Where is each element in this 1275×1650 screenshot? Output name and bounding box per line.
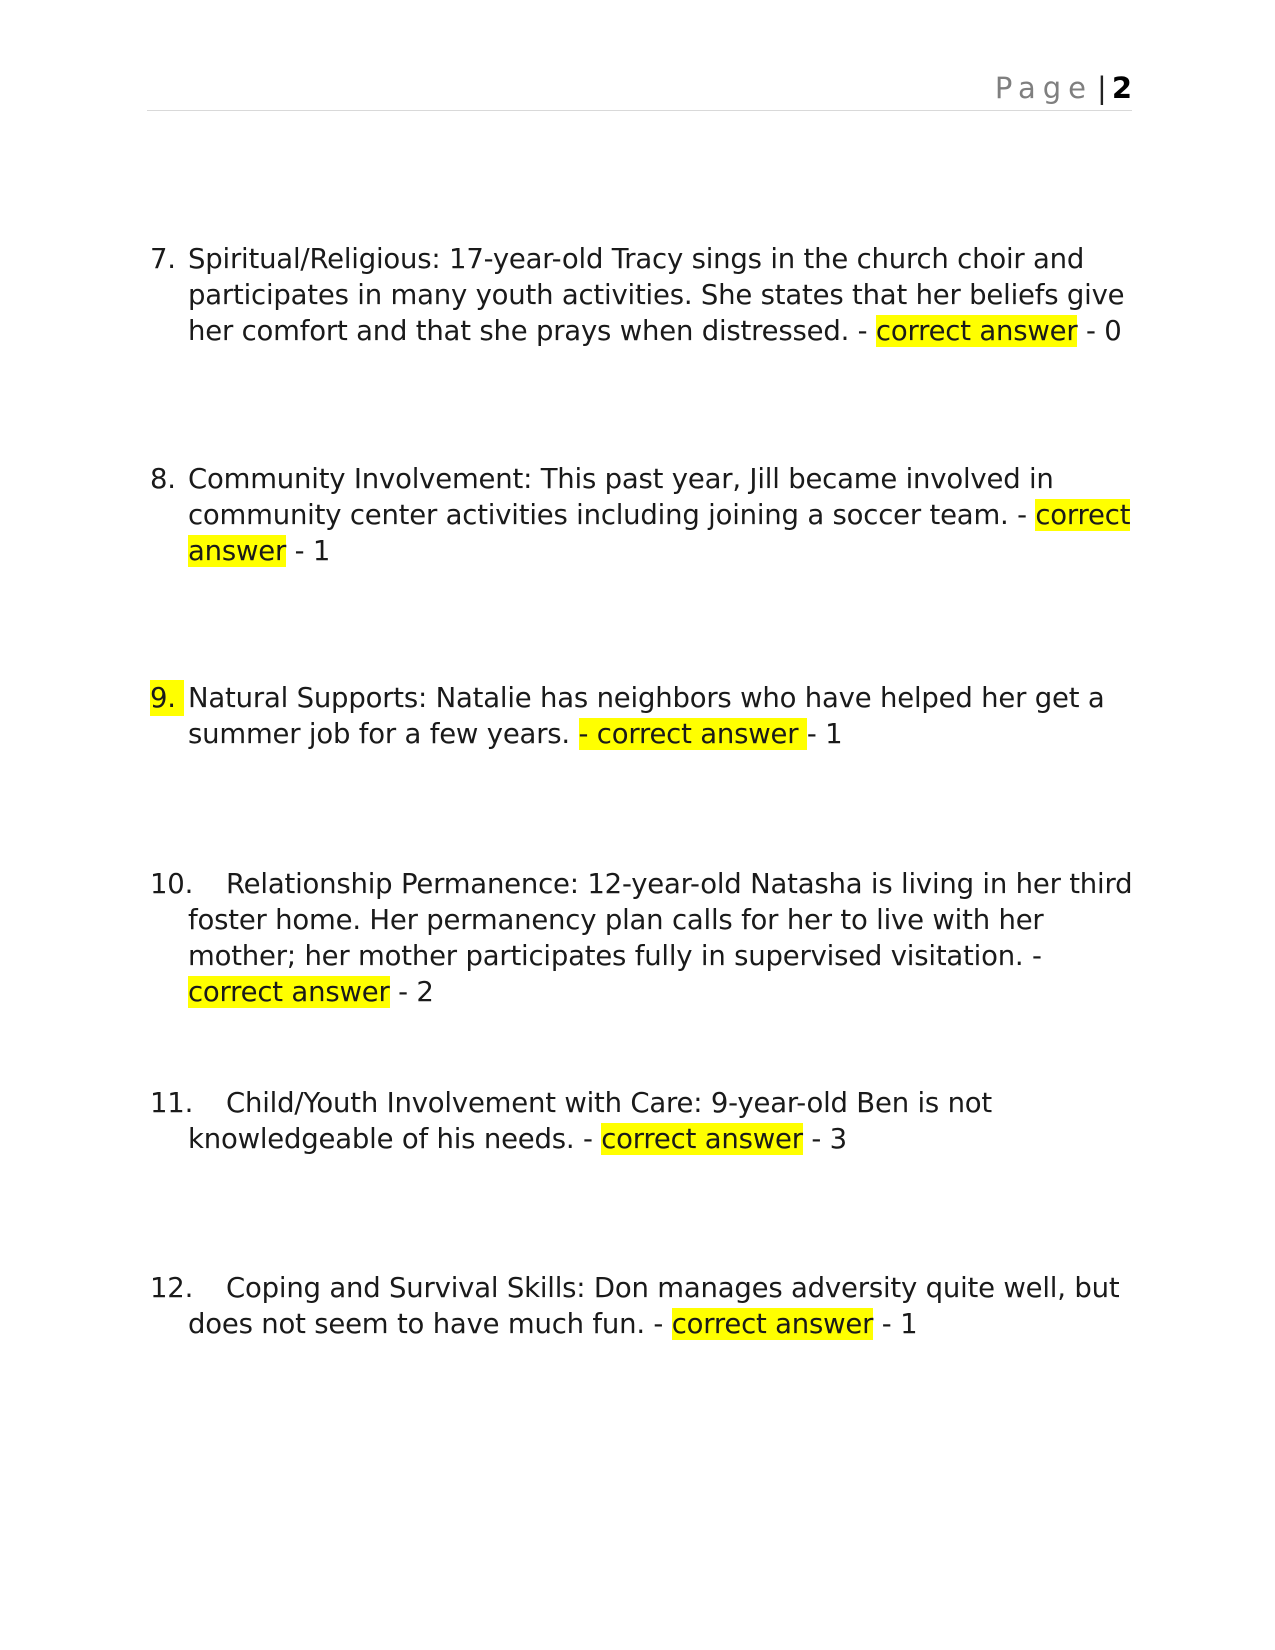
correct-answer-label: - correct answer (578, 718, 807, 750)
question-item (150, 1270, 1140, 1342)
page-separator: | (1097, 71, 1107, 105)
question-body (188, 1085, 1140, 1157)
question-number: 7. (150, 243, 176, 275)
question-body (188, 241, 1140, 349)
correct-answer-label: correct answer (875, 315, 1078, 347)
correct-answer-label: correct answer (188, 976, 390, 1008)
question-number: 9. (150, 680, 184, 716)
question-body (188, 1270, 1140, 1342)
answer-value: - 2 (389, 976, 434, 1008)
question-text: Relationship Permanence: 12-year-old Natasha is living in her third foster home. Her permanency plan calls for her to live with her mother; her mother participates fully in supervised visitation. - (188, 868, 1133, 972)
question-item (150, 461, 1140, 569)
correct-answer-label: correct answer (671, 1308, 874, 1340)
question-text: Spiritual/Religious: 17-year-old Tracy sings in the church choir and participates in many youth activities. She states that her beliefs give her comfort and that she prays when distressed. - (188, 243, 1125, 347)
question-body (188, 866, 1140, 1010)
answer-value: - 1 (286, 535, 331, 567)
question-text: Natural Supports: Natalie has neighbors who have helped her get a summer job for a few years. (188, 682, 1105, 750)
question-item (150, 866, 1140, 1010)
correct-answer-label: correct answer (601, 1123, 803, 1155)
answer-value: - 1 (806, 718, 843, 750)
question-number: 11. (150, 1087, 194, 1119)
answer-value: - 1 (873, 1308, 918, 1340)
question-item (150, 1085, 1140, 1157)
page-word: Page (994, 71, 1094, 105)
answer-value: - 0 (1077, 315, 1122, 347)
answer-value: - 3 (802, 1123, 847, 1155)
question-text: Coping and Survival Skills: Don manages adversity quite well, but does not seem to have much fun. - (188, 1272, 1120, 1340)
question-number: 12. (150, 1272, 194, 1304)
page-number: 2 (1111, 71, 1132, 105)
question-text: Community Involvement: This past year, Jill became involved in community center activities including joining a soccer team. - (188, 463, 1054, 531)
question-body (188, 461, 1140, 569)
correct-answer-label: correct answer (188, 499, 1131, 567)
question-item (150, 680, 1140, 752)
page-number-label (995, 72, 1132, 104)
question-number: 8. (150, 463, 176, 495)
question-body (188, 680, 1140, 752)
question-number: 10. (150, 868, 194, 900)
page-header (147, 70, 1132, 111)
question-text: Child/Youth Involvement with Care: 9-year-old Ben is not knowledgeable of his needs. - (188, 1087, 993, 1155)
question-item (150, 241, 1140, 349)
